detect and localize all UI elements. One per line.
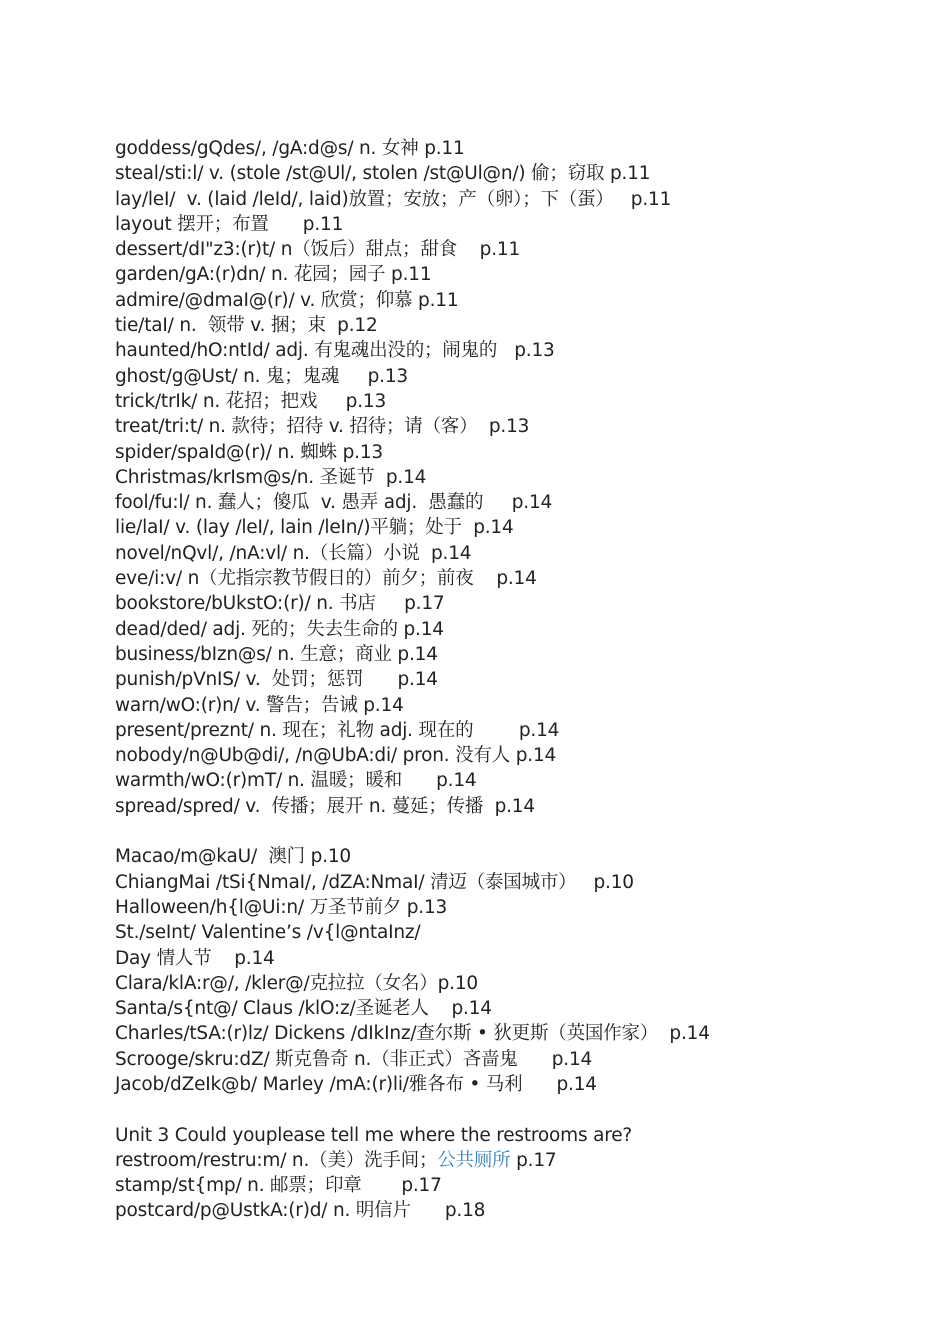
- list-item: tie/taI/ n. 领带 v. 捆；束 p.12: [115, 315, 378, 337]
- unit3-entries: [115, 1173, 915, 1224]
- list-item: nobody/n@Ub@di/, /n@UbA:di/ pron. 没有人 p.14: [115, 745, 557, 767]
- list-item: business/bIzn@s/ n. 生意；商业 p.14: [115, 643, 438, 665]
- list-item: stamp/st{mp/ n. 邮票；印章 p.17: [115, 1175, 442, 1197]
- list-item: bookstore/bUkstO:(r)/ n. 书店 p.17: [115, 593, 445, 615]
- list-item: novel/nQvl/, /nA:vl/ n.（长篇）小说 p.14: [115, 542, 472, 564]
- list-item: eve/i:v/ n（尤指宗教节假日的）前夕；前夜 p.14: [115, 568, 537, 590]
- vocabulary-list-unit2: [115, 136, 915, 819]
- entry-page: p.17: [510, 1149, 557, 1171]
- list-item: warn/wO:(r)n/ v. 警告；告诫 p.14: [115, 694, 404, 716]
- list-item: goddess/gQdes/, /gA:d@s/ n. 女神 p.11: [115, 138, 465, 159]
- list-item: Clara/klA:r@/, /kler@/克拉拉（女名）p.10: [115, 972, 478, 994]
- unit-heading: Unit 3 Could youplease tell me where the restrooms are?: [115, 1124, 633, 1146]
- list-item: Jacob/dZeIk@b/ Marley /mA:(r)li/雅各布 • 马利 p.14: [115, 1073, 597, 1095]
- list-item: Macao/m@kaU/ 澳门 p.10: [115, 846, 351, 868]
- entry-text: restroom/restru:m/ n.（美）洗手间；: [115, 1149, 438, 1171]
- list-item: Halloween/h{l@Ui:n/ 万圣节前夕 p.13: [115, 896, 448, 918]
- list-item: fool/fu:l/ n. 蠢人；傻瓜 v. 愚弄 adj. 愚蠢的 p.14: [115, 492, 553, 514]
- list-item: warmth/wO:(r)mT/ n. 温暖；暖和 p.14: [115, 770, 477, 792]
- list-item: trick/trIk/ n. 花招；把戏 p.13: [115, 390, 387, 412]
- list-item: spread/spred/ v. 传播；展开 n. 蔓延；传播 p.14: [115, 795, 535, 817]
- list-item: Day 情人节 p.14: [115, 947, 275, 969]
- list-item: layout 摆开；布置 p.11: [115, 213, 344, 235]
- list-item: present/preznt/ n. 现在；礼物 adj. 现在的 p.14: [115, 719, 560, 741]
- list-item: treat/tri:t/ n. 款待；招待 v. 招待；请（客） p.13: [115, 416, 530, 438]
- list-item: dessert/dI"z3:(r)t/ n（饭后）甜点；甜食 p.11: [115, 239, 521, 261]
- proper-nouns-list: [115, 844, 915, 1097]
- list-item: haunted/hO:ntId/ adj. 有鬼魂出没的；闹鬼的 p.13: [115, 340, 555, 362]
- list-item: steal/sti:l/ v. (stole /st@Ul/, stolen /st@Ul@n/) 偷；窃取 p.11: [115, 163, 651, 185]
- list-item: Scrooge/skru:dZ/ 斯克鲁奇 n.（非正式）吝啬鬼 p.14: [115, 1048, 593, 1070]
- list-item: [115, 1148, 915, 1173]
- hyperlink[interactable]: 公共厕所: [437, 1149, 511, 1171]
- list-item: garden/gA:(r)dn/ n. 花园；园子 p.11: [115, 264, 432, 286]
- list-item: St./seInt/ Valentine’s /v{l@ntaInz/: [115, 922, 421, 944]
- list-item: lie/laI/ v. (lay /leI/, lain /leIn/)平躺；处于 p.14: [115, 517, 514, 539]
- list-item: postcard/p@UstkA:(r)d/ n. 明信片 p.18: [115, 1200, 486, 1222]
- list-item: dead/ded/ adj. 死的；失去生命的 p.14: [115, 618, 444, 640]
- vocabulary-page: [115, 136, 915, 1224]
- list-item: Christmas/krIsm@s/n. 圣诞节 p.14: [115, 466, 427, 488]
- list-item: lay/leI/ v. (laid /leId/, laid)放置；安放；产（卵）；下（蛋） p.11: [115, 188, 672, 210]
- vocabulary-list-unit3: [115, 1123, 915, 1224]
- blank-line: [115, 819, 915, 844]
- list-item: ghost/g@Ust/ n. 鬼；鬼魂 p.13: [115, 365, 408, 387]
- list-item: Charles/tSA:(r)lz/ Dickens /dIkInz/查尔斯 • 狄更斯（英国作家） p.14: [115, 1023, 710, 1045]
- list-item: ChiangMai /tSi{NmaI/, /dZA:NmaI/ 清迈（泰国城市） p.10: [115, 871, 634, 893]
- list-item: punish/pVnIS/ v. 处罚；惩罚 p.14: [115, 669, 438, 691]
- blank-line: [115, 1097, 915, 1122]
- list-item: Santa/s{nt@/ Claus /klO:z/圣诞老人 p.14: [115, 998, 492, 1020]
- list-item: admire/@dmaI@(r)/ v. 欣赏；仰慕 p.11: [115, 289, 459, 311]
- list-item: spider/spaId@(r)/ n. 蜘蛛 p.13: [115, 441, 383, 463]
